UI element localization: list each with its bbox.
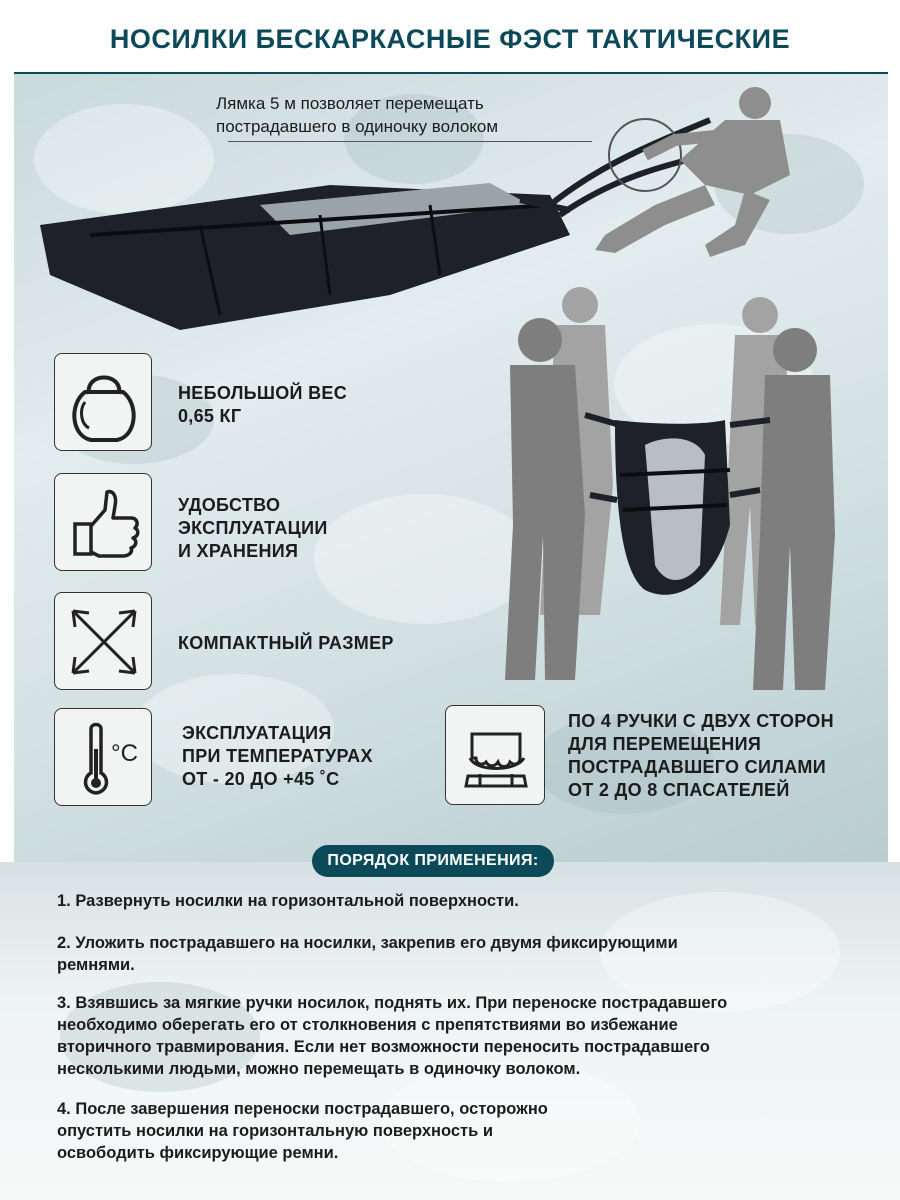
thumbs-up-icon — [55, 474, 153, 572]
usage-step-4: 4. После завершения переноски пострадавшего, осторожно опустить носилки на горизонтальную поверхность и освободить фиксирующие ремни. — [57, 1100, 548, 1162]
feature-compact-label: КОМПАКТНЫЙ РАЗМЕР — [178, 633, 394, 653]
usage-step-1: 1. Развернуть носилки на горизонтальной поверхности. — [57, 892, 519, 910]
feature-compact-box — [54, 592, 152, 690]
feature-convenience-label: УДОБСТВО ЭКСПЛУАТАЦИИ И ХРАНЕНИЯ — [178, 495, 328, 561]
feature-temperature-box — [54, 708, 152, 806]
carrying-team-illustration — [505, 285, 835, 705]
feature-temperature-label: ЭКСПЛУАТАЦИЯ ПРИ ТЕМПЕРАТУРАХ ОТ - 20 ДО +45 ˚С — [182, 723, 373, 789]
hand-grip-icon — [446, 706, 546, 806]
strap-caption-line2: пострадавшего в одиночку волоком — [216, 117, 499, 136]
page-title: НОСИЛКИ БЕСКАРКАСНЫЕ ФЭСТ ТАКТИЧЕСКИЕ — [109, 24, 791, 54]
feature-weight-label: НЕБОЛЬШОЙ ВЕС 0,65 КГ — [178, 383, 347, 426]
usage-step-3: 3. Взявшись за мягкие ручки носилок, поднять их. При переноске пострадавшего необходимо оберегать его от столкновения с препятствиями во избежание вторичного травмирования. Если нет возможности переносить пострадавшего несколькими людьми, можно перемещать в одиночку волоком. — [57, 994, 728, 1078]
kettlebell-icon — [55, 354, 153, 452]
feature-weight-box — [54, 353, 152, 451]
strap-caption-line1: Лямка 5 м позволяет перемещать — [216, 94, 484, 113]
feature-handles-box — [445, 705, 545, 805]
usage-step-2: 2. Уложить пострадавшего на носилки, закрепив его двумя фиксирующими ремнями. — [57, 934, 678, 974]
pulling-person-silhouette — [585, 85, 815, 260]
celsius-symbol: °C — [111, 740, 138, 767]
expand-arrows-icon — [55, 593, 153, 691]
caption-underline — [228, 141, 592, 142]
feature-handles-label: ПО 4 РУЧКИ С ДВУХ СТОРОН ДЛЯ ПЕРЕМЕЩЕНИЯ ПОСТРАДАВШЕГО СИЛАМИ ОТ 2 ДО 8 СПАСАТЕЛЕЙ — [568, 711, 834, 800]
strap-caption — [216, 92, 588, 138]
thermometer-icon — [55, 709, 153, 807]
feature-convenience-box — [54, 473, 152, 571]
usage-section-title: ПОРЯДОК ПРИМЕНЕНИЯ: — [312, 845, 554, 877]
